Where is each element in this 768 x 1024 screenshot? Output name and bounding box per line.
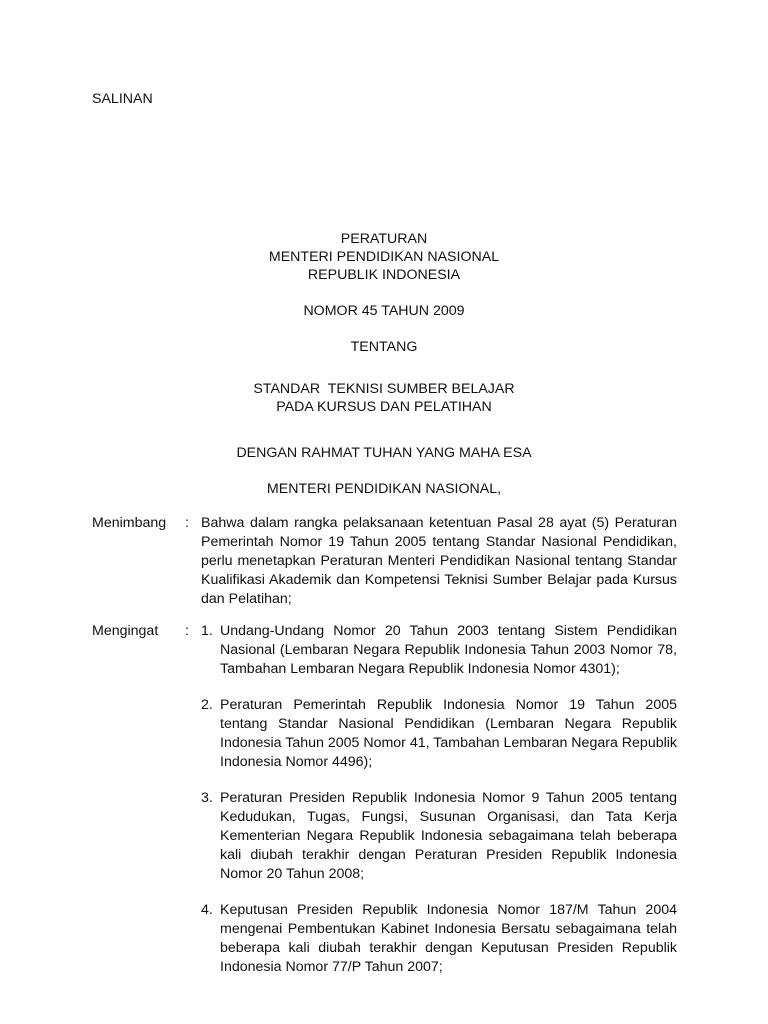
mengingat-label: Mengingat	[92, 623, 159, 639]
nomor-text: NOMOR 45 TAHUN 2009	[303, 303, 465, 319]
menimbang-section	[92, 514, 677, 609]
tentang-heading	[0, 338, 768, 356]
minister-line	[0, 480, 768, 498]
list-item-number: 4.	[201, 902, 213, 918]
list-item	[201, 789, 677, 884]
menimbang-colon: :	[185, 515, 189, 531]
mengingat-colon: :	[185, 623, 189, 639]
heading-line-2: MENTERI PENDIDIKAN NASIONAL	[268, 249, 500, 265]
list-item-text: Undang-Undang Nomor 20 Tahun 2003 tentang Sistem Pendidikan Nasional (Lembaran Negara Republik Indonesia Tahun 2003 Nomor 78, Tambahan Lembaran Negara Republik Indonesia Nomor 4301);	[220, 623, 677, 677]
title-line-2: PADA KURSUS DAN PELATIHAN	[276, 399, 492, 415]
title-line-1: STANDAR TEKNISI SUMBER BELAJAR	[253, 381, 515, 397]
list-item-number: 3.	[201, 790, 213, 806]
menteri-text: MENTERI PENDIDIKAN NASIONAL,	[266, 481, 502, 497]
heading-line-1: PERATURAN	[340, 231, 428, 247]
list-item	[201, 622, 677, 679]
mengingat-section	[92, 622, 677, 994]
regulation-number	[0, 302, 768, 320]
heading-line-3: REPUBLIK INDONESIA	[307, 267, 461, 283]
mengingat-list	[201, 622, 677, 977]
list-item-number: 1.	[201, 623, 213, 639]
list-item-text: Keputusan Presiden Republik Indonesia Nomor 187/M Tahun 2004 mengenai Pembentukan Kabinet Indonesia Bersatu sebagaimana telah beberapa kali diubah terakhir dengan Keputusan Presiden Republik Indonesia Nomor 77/P Tahun 2007;	[220, 902, 677, 975]
tentang-text: TENTANG	[350, 339, 418, 355]
list-item	[201, 901, 677, 977]
rahmat-line	[0, 444, 768, 462]
menimbang-label: Menimbang	[92, 515, 167, 531]
rahmat-text: DENGAN RAHMAT TUHAN YANG MAHA ESA	[236, 445, 532, 461]
list-item-text: Peraturan Pemerintah Republik Indonesia Nomor 19 Tahun 2005 tentang Standar Nasional Pendidikan (Lembaran Negara Republik Indonesia Tahun 2005 Nomor 41, Tambahan Lembaran Negara Republik Indonesia Nomor 4496);	[220, 697, 677, 770]
list-item-number: 2.	[201, 697, 213, 713]
salinan-label: SALINAN	[92, 91, 153, 107]
regulation-title	[0, 380, 768, 416]
menimbang-text: Bahwa dalam rangka pelaksanaan ketentuan Pasal 28 ayat (5) Peraturan Pemerintah Nomor 19 Tahun 2005 tentang Standar Nasional Pendidikan, perlu menetapkan Peraturan Menteri Pendidikan Nasional tentang Standar Kualifikasi Akademik dan Kompetensi Teknisi Sumber Belajar pada Kursus dan Pelatihan;	[201, 515, 677, 607]
list-item-text: Peraturan Presiden Republik Indonesia Nomor 9 Tahun 2005 tentang Kedudukan, Tugas, Fungsi, Susunan Organisasi, dan Tata Kerja Kementerian Negara Republik Indonesia sebagaimana telah beberapa kali diubah terakhir dengan Peraturan Presiden Republik Indonesia Nomor 20 Tahun 2008;	[220, 790, 677, 882]
list-item	[201, 696, 677, 772]
regulation-heading	[0, 230, 768, 284]
